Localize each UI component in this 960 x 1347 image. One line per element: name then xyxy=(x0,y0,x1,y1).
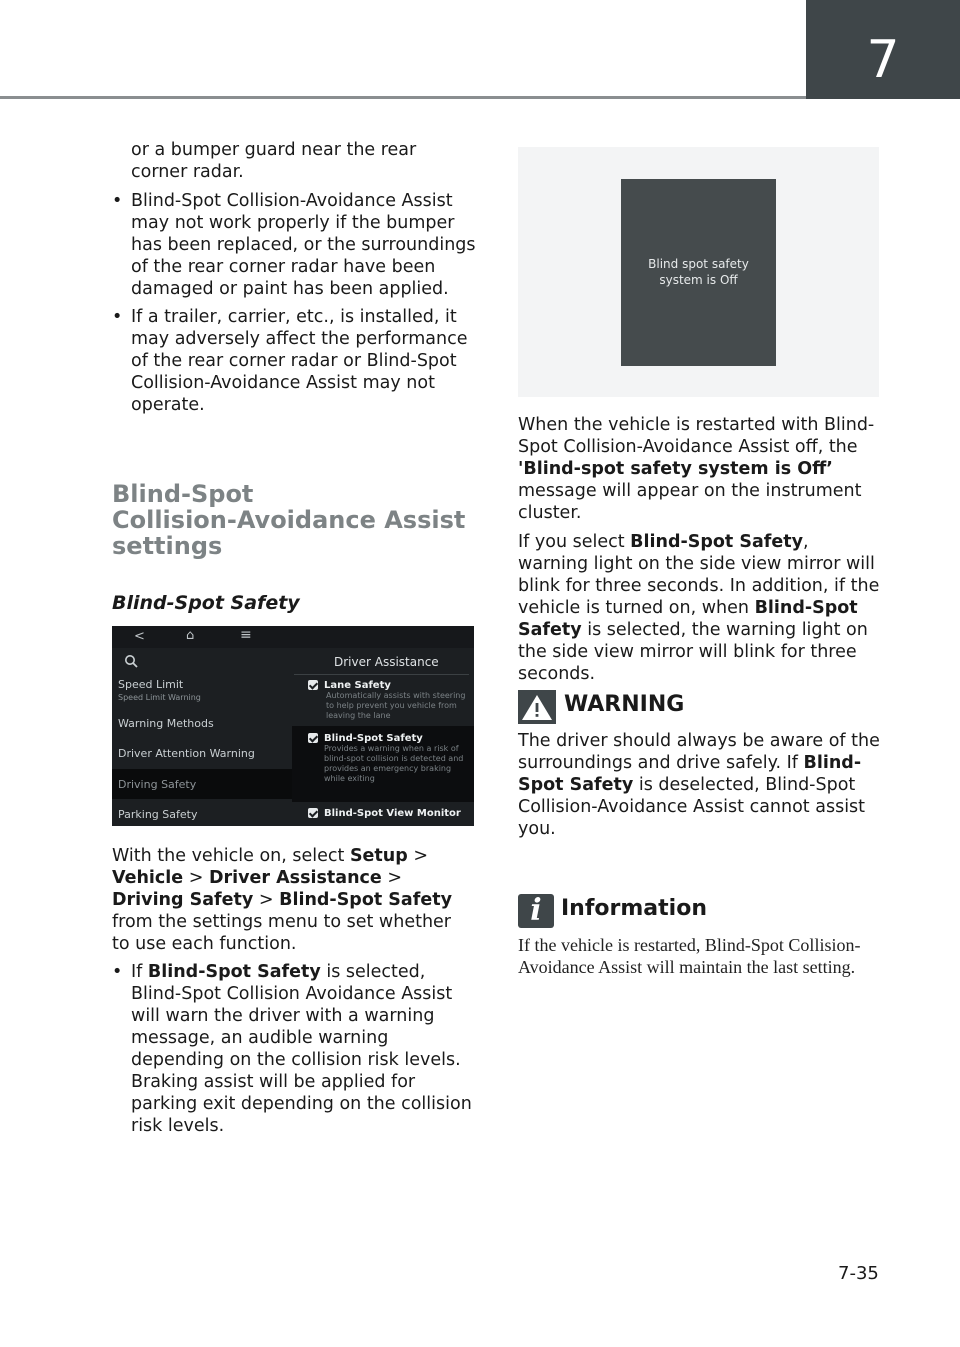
home-icon: ⌂ xyxy=(186,628,195,643)
panel-title: Driver Assistance xyxy=(334,655,439,669)
menu-item-speed-limit: Speed Limit xyxy=(118,678,184,691)
restart-paragraph: When the vehicle is restarted with Blind-Spot Collision-Avoidance Assist off, the 'Blind-spot safety system is Off’ message will appear on the instrument cluster. xyxy=(518,415,875,523)
option-lane-safety: Lane Safety Automatically assists with steering to help prevent you vehicle from leaving the lane xyxy=(308,678,472,721)
list-item: • If Blind-Spot Safety is selected, Blind-Spot Collision Avoidance Assist will warn the driver with a warning message, an audible warning depending on the collision risk levels. Braking assist will be applied for parking exit depending on the collision risk levels. xyxy=(112,961,476,1137)
selection-paragraph: If you select Blind-Spot Safety, warning light on the side view mirror will blink for three seconds. In addition, if the vehicle is turned on, when Blind-Spot Safety is selected, the warning light on the side view mirror will blink for three seconds. xyxy=(518,532,880,684)
divider xyxy=(294,674,469,675)
limitations-list xyxy=(112,190,476,422)
search-icon xyxy=(124,654,138,668)
option-blind-spot-safety: Blind-Spot Safety Provides a warning when a risk of blind-spot collision is detected and provides an emergency braking while exiting xyxy=(292,726,474,802)
warning-icon xyxy=(518,690,556,724)
subsection-title: Blind-Spot Safety xyxy=(112,592,300,614)
screen-nav-bar xyxy=(112,626,474,648)
warning-text: The driver should always be aware of the surroundings and drive safely. If Blind-Spot Safety is deselected, Blind-Spot Collision-Avoidance Assist cannot assist you. xyxy=(518,731,880,839)
information-text: If the vehicle is restarted, Blind-Spot Collision-Avoidance Assist will maintain the last setting. xyxy=(518,935,861,977)
list-item: • Blind-Spot Collision-Avoidance Assist may not work properly if the bumper has been replaced, or the surroundings of the rear corner radar have been damaged or paint has been applied. xyxy=(112,190,476,300)
cluster-image xyxy=(518,147,879,397)
back-icon: < xyxy=(134,629,145,644)
menu-item-warning-methods: Warning Methods xyxy=(118,717,214,730)
information-icon: i xyxy=(518,894,554,928)
chapter-tab: 7 xyxy=(806,0,960,99)
option-blind-spot-view-monitor: Blind-Spot View Monitor xyxy=(308,806,472,819)
menu-icon: ≡ xyxy=(240,627,252,643)
checkbox-icon xyxy=(308,680,318,690)
checkbox-icon xyxy=(308,808,318,818)
setup-instructions: With the vehicle on, select Setup > Vehicle > Driver Assistance > Driving Safety > Blind-Spot Safety from the settings menu to set whether to use each function. xyxy=(112,846,452,954)
section-title: Blind-Spot Collision-Avoidance Assist settings xyxy=(112,480,466,560)
continued-text: or a bumper guard near the rear corner radar. xyxy=(131,140,417,182)
menu-item-parking-safety: Parking Safety xyxy=(118,808,198,821)
cluster-message-line1: Blind spot safety xyxy=(648,257,749,271)
header-rule xyxy=(0,96,806,99)
checkbox-icon xyxy=(308,733,318,743)
settings-screen-image xyxy=(112,626,474,826)
menu-item-driving-safety-highlight: Driving Safety xyxy=(112,769,292,799)
menu-item-driver-attention: Driver Attention Warning xyxy=(118,747,255,760)
cluster-message-line2: system is Off xyxy=(659,273,738,287)
list-item: • If a trailer, carrier, etc., is installed, it may adversely affect the performance of the rear corner radar or Blind-Spot Collision-Avoidance Assist may not operate. xyxy=(112,306,476,416)
selection-list xyxy=(112,961,476,1143)
page-number: 7-35 xyxy=(838,1263,879,1284)
cluster-display xyxy=(621,179,776,366)
menu-item-speed-limit-warning: Speed Limit Warning xyxy=(118,693,201,702)
